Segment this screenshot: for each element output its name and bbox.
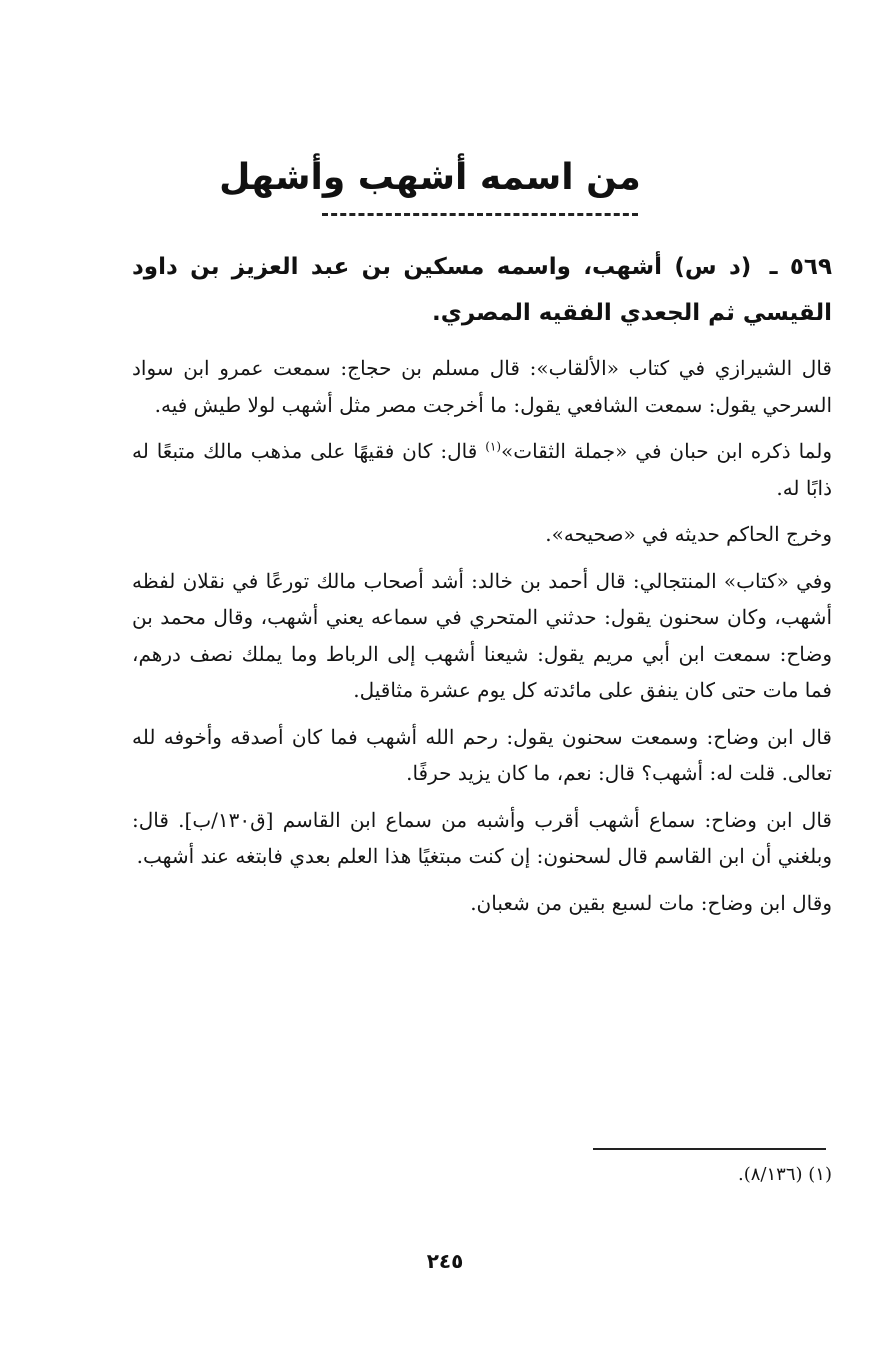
paragraph-shirazi: قال الشيرازي في كتاب «الألقاب»: قال مسلم بن حجاج: سمعت عمرو ابن سواد السرحي يقول: سمعت الشافعي يقول: ما أخرجت مصر مثل أشهب لولا طيش فيه. — [132, 356, 832, 417]
section-heading: من اسمه أشهب وأشهل — [219, 157, 641, 198]
paragraph-sahnun: قال ابن وضاح: وسمعت سحنون يقول: رحم الله أشهب فما كان أصدقه وأخوفه لله تعالى. قلت له: أشهب؟ قال: نعم، ما كان يزيد حرفًا. — [132, 724, 832, 785]
footnote-marker: (١) — [485, 439, 502, 454]
entry-title-text: (د س) أشهب، واسمه مسكين بن عبد العزيز بن داود القيسي ثم الجعدي الفقيه المصري. — [132, 254, 832, 326]
entry-number: ٥٦٩ ـ — [769, 254, 833, 280]
paragraph-muntajali: وفي «كتاب» المنتجالي: قال أحمد بن خالد: أشد أصحاب مالك تورعًا في نقلان لفظه أشهب، وكان سحنون يقول: حدثني المتحري في سماعه يعني أشهب، وقال محمد بن وضاح: سمعت ابن أبي مريم يقول: شيعنا أشهب إلى الرباط وما يملك نصف درهم، فما مات حتى كان ينفق على مائدته كل يوم عشرة مثاقيل. — [132, 568, 832, 702]
footnote: (١) (٨/١٣٦). — [738, 1164, 832, 1185]
ibn-hibban-text-end: قال: كان فقيهًا على مذهب مالك متبعًا له ذابًا له. — [132, 439, 832, 500]
entry-title — [132, 244, 832, 336]
paragraph-death: وقال ابن وضاح: مات لسبع بقين من شعبان. — [470, 890, 832, 915]
paragraph-ibn-qasim: قال ابن وضاح: سماع أشهب أقرب وأشبه من سماع ابن القاسم [ق١٣٠/ب]. قال: وبلغني أن ابن القاسم قال لسحنون: إن كنت مبتغيًا هذا العلم بعدي فابتغه عند أشهب. — [132, 807, 832, 868]
page-number: ٢٤٥ — [426, 1249, 464, 1273]
body-text — [132, 244, 832, 931]
paragraph-ibn-hibban — [132, 433, 832, 506]
heading-divider — [322, 213, 638, 216]
footnote-divider — [593, 1148, 826, 1150]
ibn-hibban-text-start: ولما ذكره ابن حبان في «جملة الثقات» — [501, 439, 832, 463]
paragraph-hakim: وخرج الحاكم حديثه في «صحيحه». — [545, 522, 832, 546]
